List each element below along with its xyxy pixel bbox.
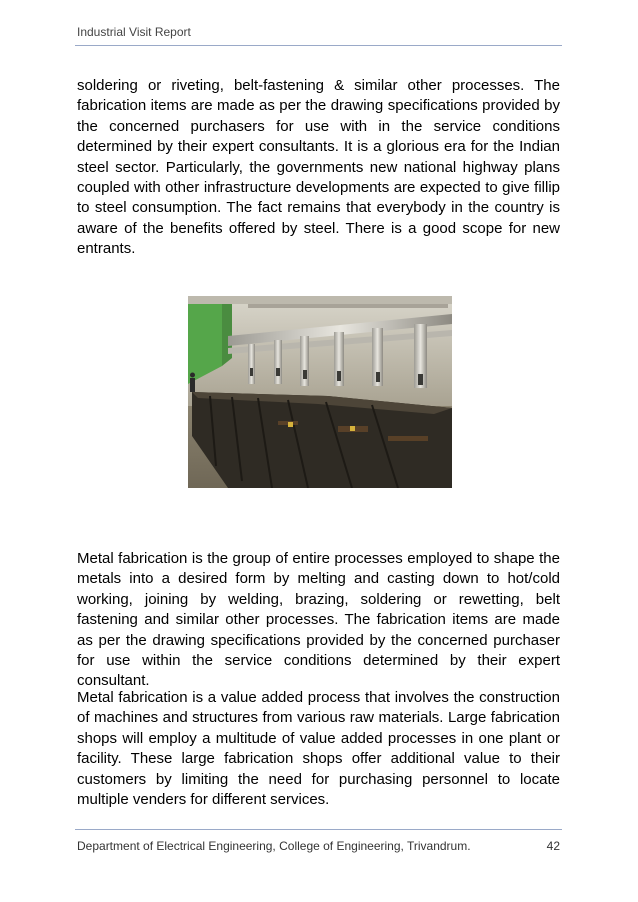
paragraph-1: soldering or riveting, belt-fastening & similar other processes. The fabrication items are made as per the drawing specifications provided by the concerned purchasers for use with in the service conditions determined by their expert consultants. It is a glorious era for the Indian steel sector. Particularly, the governments new national highway plans coupled with other infrastructure developments are expected to give fillip to steel consumption. The fact remains that everybody in the country is aware of the benefits offered by steel. There is a good scope for new entrants.: [77, 77, 560, 258]
department-name: Department of Electrical Engineering, College of Engineering, Trivandrum.: [77, 839, 471, 853]
industrial-tanks-photo: [188, 296, 452, 488]
footer-divider: [75, 829, 562, 830]
page-number: 42: [546, 839, 560, 853]
paragraph-2: Metal fabrication is the group of entire processes employed to shape the metals into a desired form by melting and casting down to hot/cold working, joining by welding, brazing, soldering or rewetting, belt fastening and similar other processes. The fabrication items are made as per the drawing specifications provided by the concerned purchaser for use within the service conditions determined by their expert consultant.: [77, 550, 560, 690]
header-divider: [75, 45, 562, 46]
paragraph-3: Metal fabrication is a value added process that involves the construction of machines and structures from various raw materials. Large fabrication shops will employ a multitude of value added processes in one plant or facility. These large fabrication shops offer additional value to their customers by limiting the need for purchasing personnel to locate multiple venders for different services.: [77, 689, 560, 809]
report-title: Industrial Visit Report: [77, 25, 191, 39]
